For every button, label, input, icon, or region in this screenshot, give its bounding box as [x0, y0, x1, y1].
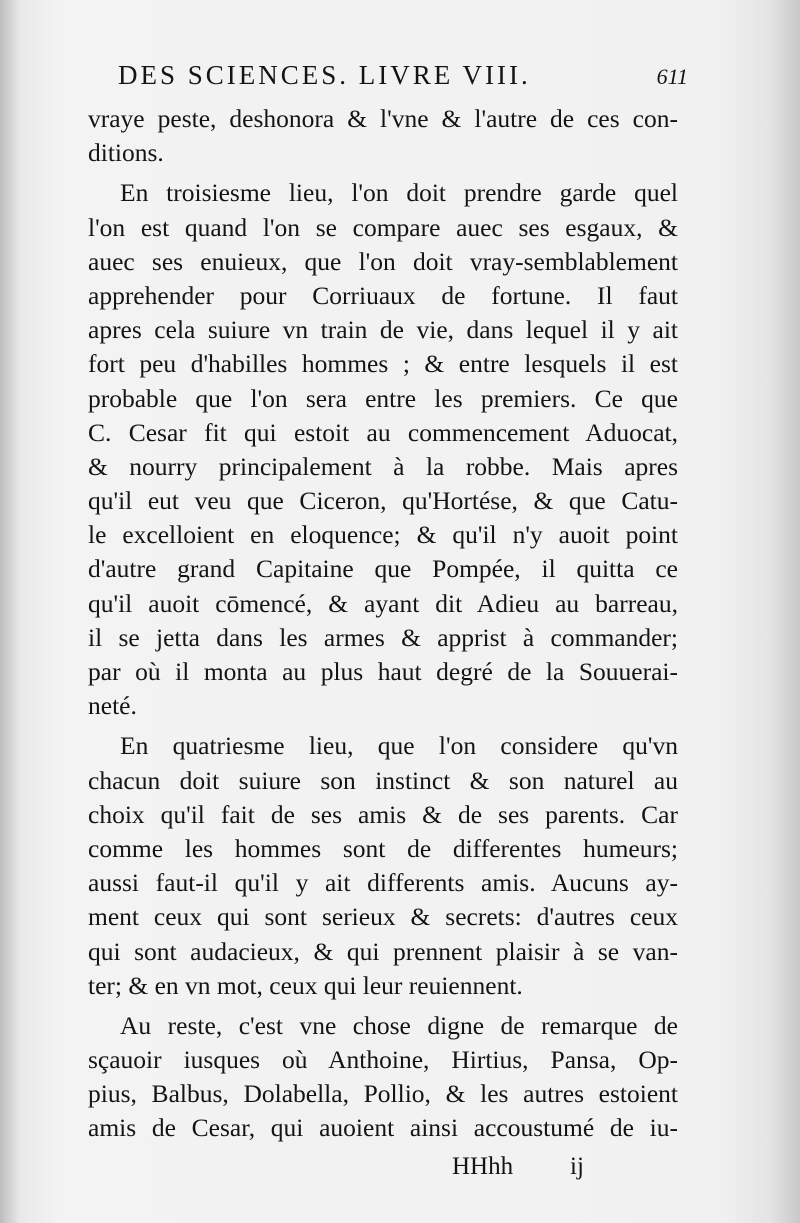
text-line: il se jetta dans les armes & apprist à commander; — [88, 622, 678, 652]
text-line: ter; & en vn mot, ceux qui leur reuiennent. — [88, 970, 523, 1000]
text-line: aussi faut-il qu'il y ait differents amis. Aucuns ay- — [88, 868, 678, 898]
text-line: fort peu d'habilles hommes ; & entre lesquels il est — [88, 349, 678, 379]
running-head: DES SCIENCES. LIVRE VIII. — [118, 60, 531, 90]
text-line: comme les hommes sont de differentes humeurs; — [88, 833, 678, 863]
signature-number: ij — [570, 1153, 584, 1180]
body-text — [88, 102, 678, 1146]
signature-mark: HHhh — [452, 1153, 514, 1180]
text-line: par où il monta au plus haut degré de la Souuerai- — [88, 657, 678, 686]
page-header — [118, 60, 688, 100]
text-line: qu'il eut veu que Ciceron, qu'Hortése, & que Catu- — [88, 486, 678, 516]
text-line: qu'il auoit cōmencé, & ayant dit Adieu au barreau, — [88, 588, 678, 618]
text-line: ditions. — [88, 138, 164, 168]
text-line: C. Cesar fit qui estoit au commencement Aduocat, — [88, 417, 678, 447]
text-line: auec ses enuieux, que l'on doit vray-semblablement — [88, 246, 678, 276]
text-line: choix qu'il fait de ses amis & de ses parents. Car — [88, 799, 678, 829]
text-line: & nourry principalement à la robbe. Mais apres — [88, 451, 678, 481]
text-line: ment ceux qui sont serieux & secrets: d'autres ceux — [88, 902, 678, 932]
text-line: chacun doit suiure son instinct & son naturel au — [88, 765, 678, 795]
text-line: probable que l'on sera entre les premiers. Ce que — [88, 383, 678, 413]
page-number: 611 — [656, 64, 688, 89]
text-line: neté. — [88, 691, 137, 721]
text-line: vraye peste, deshonora & l'vne & l'autre de ces con- — [88, 104, 678, 133]
text-line: pius, Balbus, Dolabella, Pollio, & les autres estoient — [88, 1079, 678, 1109]
text-line: le excelloient en eloquence; & qu'il n'y auoit point — [88, 520, 678, 550]
text-line: qui sont audacieux, & qui prennent plaisir à se van- — [88, 936, 678, 966]
text-line: apprehender pour Corriuaux de fortune. Il faut — [88, 280, 678, 310]
page-footer — [452, 1153, 612, 1193]
text-line: En troisiesme lieu, l'on doit prendre garde quel — [120, 178, 678, 208]
text-line: l'on est quand l'on se compare auec ses esgaux, & — [88, 212, 678, 242]
text-line: Au reste, c'est vne chose digne de remarque de — [120, 1010, 678, 1040]
text-line: d'autre grand Capitaine que Pompée, il quitta ce — [88, 554, 678, 584]
text-line: En quatriesme lieu, que l'on considere qu'vn — [120, 731, 678, 761]
text-line: apres cela suiure vn train de vie, dans lequel il y ait — [88, 315, 678, 345]
text-line: amis de Cesar, qui auoient ainsi accoustumé de iu- — [88, 1113, 678, 1143]
text-line: sçauoir iusques où Anthoine, Hirtius, Pansa, Op- — [88, 1045, 678, 1075]
